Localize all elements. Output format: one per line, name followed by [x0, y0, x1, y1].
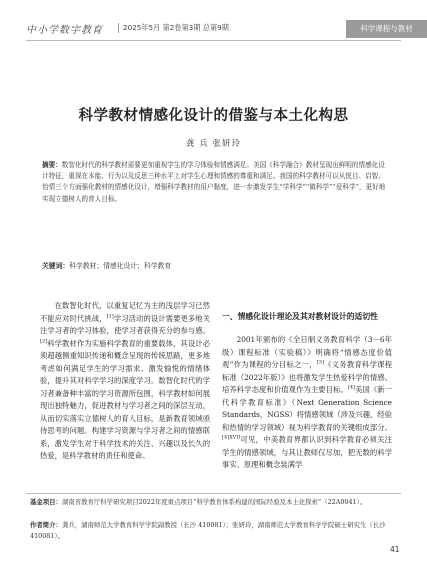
keywords-label: 关键词：: [42, 262, 70, 270]
abstract-label: 摘要：: [42, 161, 62, 169]
citation-2: [2]: [40, 338, 48, 345]
running-header: [26, 20, 413, 38]
keywords-text: 科学教材；情感化设计；科学教育: [69, 262, 172, 270]
page-number: 41: [390, 545, 400, 554]
issue-info: 2025年5月 第2卷第3期 总第9期: [123, 23, 229, 32]
author-note-text: 龚兵，湖南师范大学教育科学学院副教授（长沙 410081）；张妍玲，湖南师范大学教育科学学院硕士研究生（长沙 410081）。: [30, 521, 386, 540]
abstract: [42, 160, 387, 205]
paragraph-text: 在数智化时代，以重复记忆为主的浅层学习已然不能应对时代挑战，: [40, 301, 210, 323]
body-left-column: [40, 300, 210, 463]
section-heading: 一、情感化设计理论及其对教材设计的适切性: [222, 312, 378, 321]
body-right-column: [222, 300, 392, 472]
funding-text: 湖南省教育厅科学研究项目2022年度重点项目“科学教育体系构建的国际经验及本土化探索”（22A0041）。: [61, 498, 367, 506]
funding-note: [30, 497, 400, 508]
column-label: 科学课程与教材: [346, 20, 427, 38]
header-divider: [118, 23, 119, 33]
paragraph-text: 美国《新一代科学教育标准》（Next Generation Science Standards，NGSS）将情感领域（涉及兴趣、经验和热情的学习领域）视为科学教育的关键组成部分。: [222, 385, 393, 432]
author-note: [30, 520, 400, 542]
keywords: [42, 261, 387, 272]
funding-label: 基金项目：: [30, 498, 62, 506]
journal-logo: 中小学数字教育: [26, 25, 103, 36]
paragraph-text: 学习活动的设计需要更多地关注学习者的学习体验，使学习者获得充分的参与感。: [40, 313, 211, 335]
paragraph-text: 可见，中美教育界都认识到科学教育必须关注学生的情感领域，与其让教师仅尽加，把无数的科学事实、原理和概念装满学: [222, 435, 392, 469]
intro-paragraph: [40, 300, 210, 463]
section-paragraph: [222, 334, 392, 472]
paragraph-text: 《义务教育科学课程标准（2022年版）》也将激发学生热爱科学的情感、培养科学态度和价值观作为主要目标。: [222, 360, 393, 394]
footnote-rule: [26, 493, 401, 494]
article-title: 科学教材情感化设计的借鉴与本土化构思: [78, 108, 349, 124]
abstract-text: 数智化时代的科学教材需要更加重视学生的学习体验和情感满足。美国《科学融合》教材呈现出鲜明的情感化设计特征，重视在本能、行为以及反思三种水平上对学生心理和情感的尊重和满足。我国的科学教材可以从悦目、启智、怡情三个方面强化教材的情感化设计，增强科学教材的用户黏度，进一步激发学生“学科学”“做科学”“爱科学”，更好地实现立德树人的育人目标。: [42, 161, 386, 203]
header-rule: [26, 40, 401, 41]
paragraph-text: 科学教材作为实施科学教育的重要载体，其设计必须超越侧重知识传递和概念呈现的传统思路，更多地考虑如何满足学生的学习需求、激发愉悦的情绪体验，提升其对科学学习的深度学习。数智化时代的学习者兼备种丰富的学习资源所包围，科学教材如何展现出独特魅力，促进教材与学习者之间的深层互动，从而切实落实立德树人的育人目标，是新教育领域亟待思考的问题。构建学习资源与学习者之间的情感联系，激发学生对于科学技术的关注、兴趣以及长久的热爱，是科学教材的责任和使命。: [40, 338, 210, 460]
author-note-label: 作者简介：: [30, 521, 62, 529]
citation-1: [1]: [106, 313, 114, 320]
article-authors: 龚 兵 张妍玲: [186, 139, 241, 149]
citation-5: [4]XVII: [222, 434, 241, 441]
citation-3: [3]: [316, 359, 324, 366]
paragraph-text: 2001年颁布的《全日制义务教育科学（3－6年级）课程标准（实验稿）》明确将“情感态度价值观”作为课程的分目标之一，: [222, 335, 392, 369]
citation-4: [4]: [347, 384, 355, 391]
